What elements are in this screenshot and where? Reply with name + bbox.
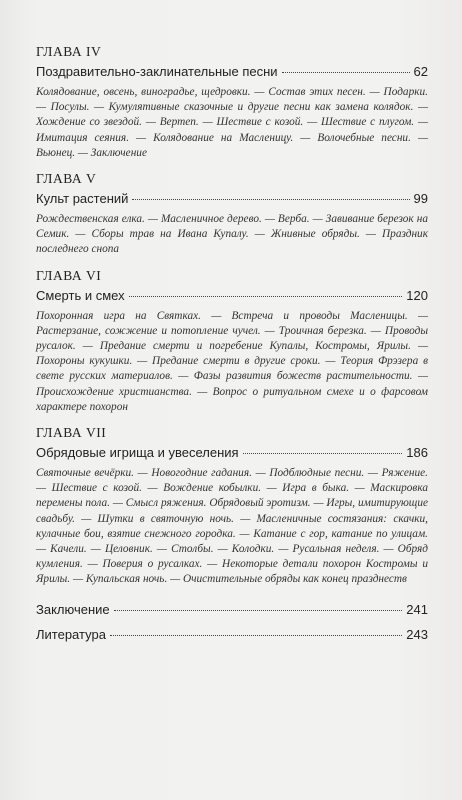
page-number: 120: [406, 287, 428, 303]
conclusion-entry: [36, 602, 428, 617]
chapter-title: Обрядовые игрища и увеселения: [36, 445, 239, 461]
chapter-label: ГЛАВА IV: [36, 44, 102, 59]
dot-leader: [132, 199, 409, 200]
page-number: 186: [406, 445, 428, 461]
entry-title: Литература: [36, 626, 106, 642]
chapter-label: ГЛАВА VI: [36, 267, 102, 283]
chapter-description: Похоронная игра на Святках. — Встреча и проводы Масленицы. — Растерзание, сожжение и потопление чучел. — Троичная березка. — Проводы русалок. — Предание смерти и погребение Купалы, Костромы, Ярилы. — Похороны кукушки. — Предание смерти в другие сроки. — Теория Фрэзера в свете русских материалов. — Фазы развития божеств растительности. — Происхождение христианства. — Вопрос о ритуальном смехе и о фарсовом характере похорон: [36, 309, 428, 413]
entry-title: Заключение: [36, 601, 110, 617]
chapter-entry: [36, 191, 428, 206]
back-matter: [36, 602, 428, 642]
chapter-4: [36, 44, 428, 161]
page-number: 241: [406, 601, 428, 617]
dot-leader: [282, 72, 410, 73]
dot-leader: [114, 610, 403, 611]
chapter-label: ГЛАВА VII: [36, 425, 107, 441]
chapter-5: [36, 171, 428, 258]
table-of-contents: [36, 44, 428, 652]
page-number: 99: [413, 191, 428, 207]
page-number: 62: [413, 64, 428, 79]
chapter-title: Поздравительно-заклинательные песни: [36, 64, 278, 79]
dot-leader: [243, 453, 403, 454]
chapter-6: [36, 268, 428, 415]
dot-leader: [129, 296, 403, 297]
dot-leader: [110, 635, 402, 636]
page-number: 243: [406, 626, 428, 642]
chapter-title: Смерть и смех: [36, 287, 125, 303]
chapter-description: Святочные вечёрки. — Новогодние гадания. — Подблюдные песни. — Ряжение. — Шествие с козой. — Вождение кобылки. — Игра в быка. — Маскировка перемены пола. — Смысл ряжения. Обрядовый эротизм. — Игры, имитирующие свадьбу. — Шутки в святочную ночь. — Масленичные состязания: скачки, кулачные бои, взятие снежного городка. — Катание с гор, катание по улицам. — Качели. — Целовник. — Столбы. — Колодки. — Русальная неделя. — Обряд кумления. — Поверия о русалках. — Некоторые детали похорон Костромы и Ярилы. — Купальская ночь. — Очистительные обряды как конец празднеств: [36, 467, 428, 586]
chapter-description: Колядование, овсень, виноградье, щедровки. — Состав этих песен. — Подарки. — Посулы. — Кумулятивные сказочные и другие песни как замена колядок. — Хождение со звездой. — Вертеп. — Шествие с козой. — Шествие с плугом. — Имитация сеяния. — Колядование на Масленицу. — Волочебные песни. — Вьюнец. — Заключение: [36, 86, 428, 159]
chapter-entry: [36, 64, 428, 79]
chapter-label: ГЛАВА V: [36, 171, 97, 187]
chapter-7: [36, 425, 428, 588]
chapter-title: Культ растений: [36, 191, 129, 207]
bibliography-entry: [36, 627, 428, 642]
chapter-entry: [36, 288, 428, 303]
chapter-description: Рождественская елка. — Масленичное дерево. — Верба. — Завивание березок на Семик. — Сборы трав на Ивана Купалу. — Жнивные обряды. — Праздник последнего снопа: [36, 213, 428, 256]
chapter-entry: [36, 445, 428, 460]
